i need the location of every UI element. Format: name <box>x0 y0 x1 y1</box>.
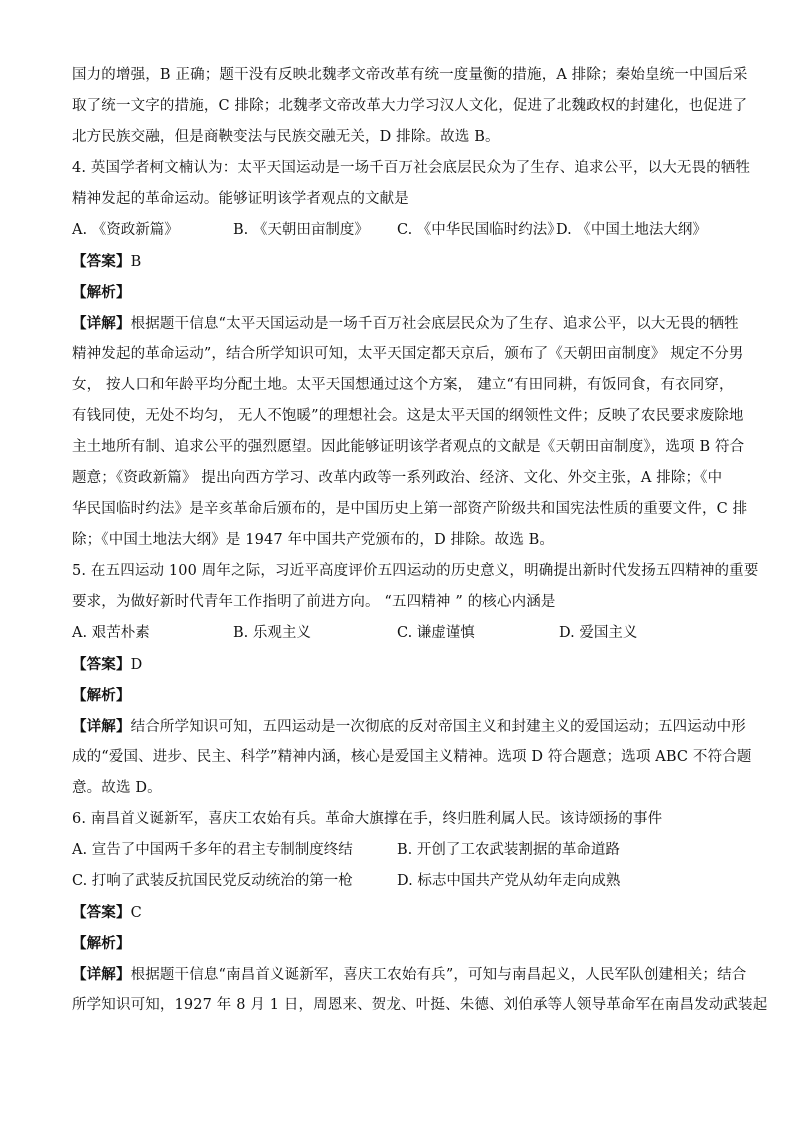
detail-text: 女， 按人口和年龄平均分配土地。太平天国想通过这个方案， 建立“有田同耕，有饭同食，有衣同穿， <box>72 377 734 393</box>
detail-text: 结合所学知识可知，五四运动是一次彻底的反对帝国主义和封建主义的爱国运动；五四运动中形 <box>130 719 746 735</box>
answer-line <box>72 897 722 928</box>
question-4-stem: 4. 英国学者柯文楠认为：太平天国运动是一场千百万社会底层民众为了生存、追求公平，以大无畏的牺牲 <box>72 160 751 176</box>
option-a: A. 艰苦朴素 <box>72 625 150 641</box>
detail-text: 除；《中国土地法大纲》是 1947 年中国共产党颁布的，D 排除。故选 B。 <box>72 532 555 548</box>
question-5-stem: 要求，为做好新时代青年工作指明了前进方向。 “五四精神 ” 的核心内涵是 <box>72 594 556 610</box>
detail-line <box>72 711 746 742</box>
detail-text: 华民国临时约法》是辛亥革命后颁布的，是中国历史上第一部资产阶级共和国宪法性质的重要文件，C 排 <box>72 501 748 517</box>
analysis-tag: 【解析】 <box>72 284 131 301</box>
option-c: C. 打响了武装反抗国民党反动统治的第一枪 <box>72 873 353 889</box>
option-c: C. 《中华民国临时约法》 <box>397 222 562 238</box>
analysis-tag: 【解析】 <box>72 687 131 704</box>
answer-tag: 【答案】 <box>72 904 131 921</box>
question-4-options <box>72 215 722 246</box>
answer-value: C <box>130 905 142 921</box>
paragraph-line: 北方民族交融，但是商鞅变法与民族交融无关，D 排除。故选 B。 <box>72 129 500 145</box>
answer-line <box>72 246 722 277</box>
option-b: B. 乐观主义 <box>233 625 311 641</box>
detail-text: 根据题干信息“太平天国运动是一场千百万社会底层民众为了生存、追求公平，以大无畏的牺牲 <box>130 316 739 332</box>
paragraph-line: 取了统一文字的措施，C 排除；北魏孝文帝改革大力学习汉人文化，促进了北魏政权的封建化，也促进了 <box>72 98 748 114</box>
document-page <box>72 60 768 1021</box>
detail-tag: 【详解】 <box>72 966 131 983</box>
question-6-stem: 6. 南昌首义诞新军，喜庆工农始有兵。革命大旗撑在手，终归胜利属人民。该诗颂扬的事件 <box>72 811 663 827</box>
option-d: D. 《中国土地法大纲》 <box>556 222 707 238</box>
option-d: D. 爱国主义 <box>559 625 638 641</box>
answer-value: B <box>130 254 142 270</box>
answer-value: D <box>130 657 143 673</box>
option-d: D. 标志中国共产党从幼年走向成熟 <box>397 873 621 889</box>
detail-text: 所学知识可知，1927 年 8 月 1 日，周恩来、贺龙、叶挺、朱德、刘伯承等人领导革命军在南昌发动武装起 <box>72 997 768 1013</box>
detail-text: 成的“爱国、进步、民主、科学”精神内涵，核心是爱国主义精神。选项 D 符合题意；选项 ABC 不符合题 <box>72 749 752 765</box>
detail-line <box>72 959 747 990</box>
paragraph-line: 国力的增强，B 正确；题干没有反映北魏孝文帝改革有统一度量衡的措施，A 排除；秦始皇统一中国后采 <box>72 67 748 83</box>
detail-text: 根据题干信息“南昌首义诞新军，喜庆工农始有兵”，可知与南昌起义，人民军队创建相关；结合 <box>130 967 747 983</box>
option-a: A. 宣告了中国两千多年的君主专制制度终结 <box>72 842 353 858</box>
question-6-options-row-2 <box>72 866 722 897</box>
question-5-options <box>72 618 722 649</box>
question-4-stem: 精神发起的革命运动。能够证明该学者观点的文献是 <box>72 191 409 207</box>
answer-tag: 【答案】 <box>72 253 131 270</box>
option-b: B. 《天朝田亩制度》 <box>233 222 369 238</box>
answer-line <box>72 649 722 680</box>
analysis-tag: 【解析】 <box>72 935 131 952</box>
option-c: C. 谦虚谨慎 <box>397 625 475 641</box>
question-5-stem: 5. 在五四运动 100 周年之际，习近平高度评价五四运动的历史意义，明确提出新时代发扬五四精神的重要 <box>72 563 759 579</box>
analysis-line <box>72 928 722 959</box>
question-6-options-row-1 <box>72 835 722 866</box>
analysis-line <box>72 277 722 308</box>
detail-text: 精神发起的革命运动”，结合所学知识可知，太平天国定都天京后，颁布了《天朝田亩制度》 规定不分男 <box>72 346 744 362</box>
detail-text: 题意；《资政新篇》 提出向西方学习、改革内政等一系列政治、经济、文化、外交主张，A 排除；《中 <box>72 470 723 486</box>
detail-text: 意。故选 D。 <box>72 780 162 796</box>
detail-line <box>72 308 739 339</box>
detail-tag: 【详解】 <box>72 718 131 735</box>
option-a: A. 《资政新篇》 <box>72 222 179 238</box>
answer-tag: 【答案】 <box>72 656 131 673</box>
option-b: B. 开创了工农武装割据的革命道路 <box>397 842 620 858</box>
analysis-line <box>72 680 722 711</box>
detail-tag: 【详解】 <box>72 315 131 332</box>
detail-text: 主土地所有制、追求公平的强烈愿望。因此能够证明该学者观点的文献是《天朝田亩制度》，选项 B 符合 <box>72 439 745 455</box>
detail-text: 有钱同使，无处不均匀， 无人不饱暖”的理想社会。这是太平天国的纲领性文件；反映了农民要求废除地 <box>72 408 744 424</box>
